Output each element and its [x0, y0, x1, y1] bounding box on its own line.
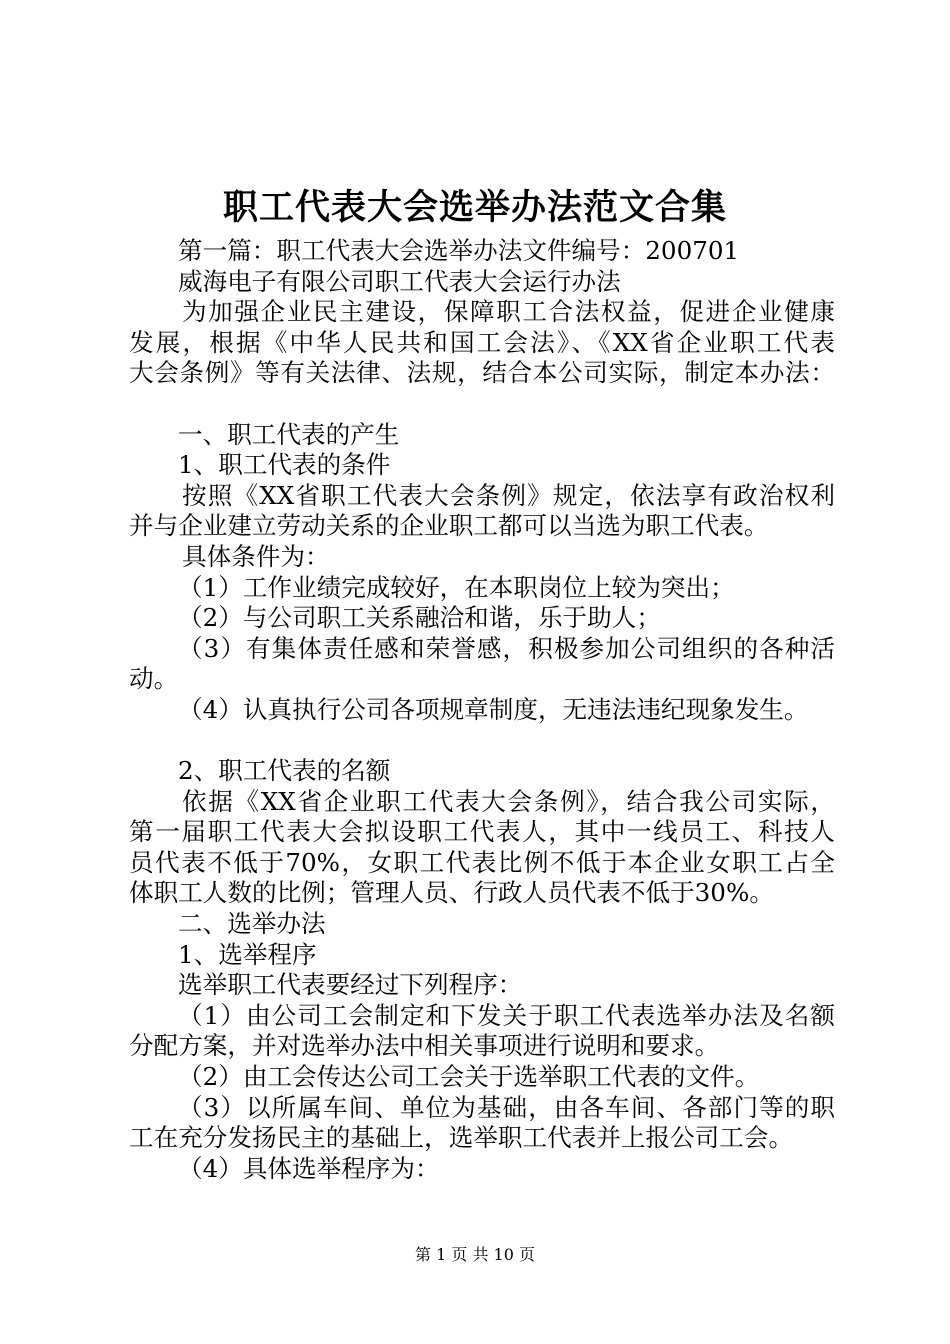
paragraph-line: 分配方案，并对选举办法中相关事项进行说明和要求。 — [129, 1031, 720, 1061]
paragraph-line: 工在充分发扬民主的基础上，选举职工代表并上报公司工会。 — [129, 1123, 794, 1153]
paragraph-line: 按照《XX省职工代表大会条例》规定，依法享有政治权利 — [182, 480, 835, 510]
paragraph-line: （2）与公司职工关系融洽和谐，乐于助人； — [178, 603, 661, 633]
paragraph-line: （1）工作业绩完成较好，在本职岗位上较为突出； — [178, 572, 735, 602]
document-title: 职工代表大会选举办法范文合集 — [222, 187, 727, 228]
paragraph-line: 发展，根据《中华人民共和国工会法》、《XX省企业职工代表 — [129, 327, 835, 357]
paragraph-line: 威海电子有限公司职工代表大会运行办法 — [178, 266, 621, 296]
paragraph-line: 员代表不低于70%，女职工代表比例不低于本企业女职工占全 — [129, 847, 835, 877]
paragraph-line: 1、选举程序 — [178, 939, 317, 969]
paragraph-line: （3）有集体责任感和荣誉感，积极参加公司组织的各种活 — [178, 633, 835, 663]
paragraph-line: 动。 — [129, 664, 179, 694]
paragraph-line: 为加强企业民主建设，保障职工合法权益，促进企业健康 — [182, 297, 835, 327]
paragraph-line: 二、选举办法 — [178, 909, 326, 939]
paragraph-line: （4）认真执行公司各项规章制度，无违法违纪现象发生。 — [178, 694, 809, 724]
paragraph-line: 具体条件为： — [182, 541, 330, 571]
paragraph-line: 选举职工代表要经过下列程序： — [178, 970, 523, 1000]
paragraph-line: 依据《XX省企业职工代表大会条例》，结合我公司实际， — [182, 786, 835, 816]
paragraph-line: 并与企业建立劳动关系的企业职工都可以当选为职工代表。 — [129, 511, 769, 541]
paragraph-line: 1、职工代表的条件 — [178, 450, 391, 480]
paragraph-line: 一、职工代表的产生 — [178, 419, 400, 449]
paragraph-line: 第一篇：职工代表大会选举办法文件编号：200701 — [178, 236, 740, 265]
paragraph-line: （1）由公司工会制定和下发关于职工代表选举办法及名额 — [178, 1000, 835, 1030]
paragraph-line: 大会条例》等有关法律、法规，结合本公司实际，制定本办法： — [129, 358, 835, 388]
document-body — [129, 236, 835, 1184]
page-footer: 第 1 页 共 10 页 — [415, 1245, 535, 1264]
paragraph-line: （4）具体选举程序为： — [178, 1153, 440, 1183]
paragraph-line: （2）由工会传达公司工会关于选举职工代表的文件。 — [178, 1062, 760, 1092]
paragraph-line: 2、职工代表的名额 — [178, 756, 391, 786]
paragraph-line: （3）以所属车间、单位为基础，由各车间、各部门等的职 — [178, 1092, 835, 1122]
paragraph-line: 第一届职工代表大会拟设职工代表人，其中一线员工、科技人 — [129, 817, 835, 847]
paragraph-line: 体职工人数的比例；管理人员、行政人员代表不低于30%。 — [129, 878, 774, 908]
blank-line — [129, 389, 835, 420]
blank-line — [129, 726, 835, 757]
